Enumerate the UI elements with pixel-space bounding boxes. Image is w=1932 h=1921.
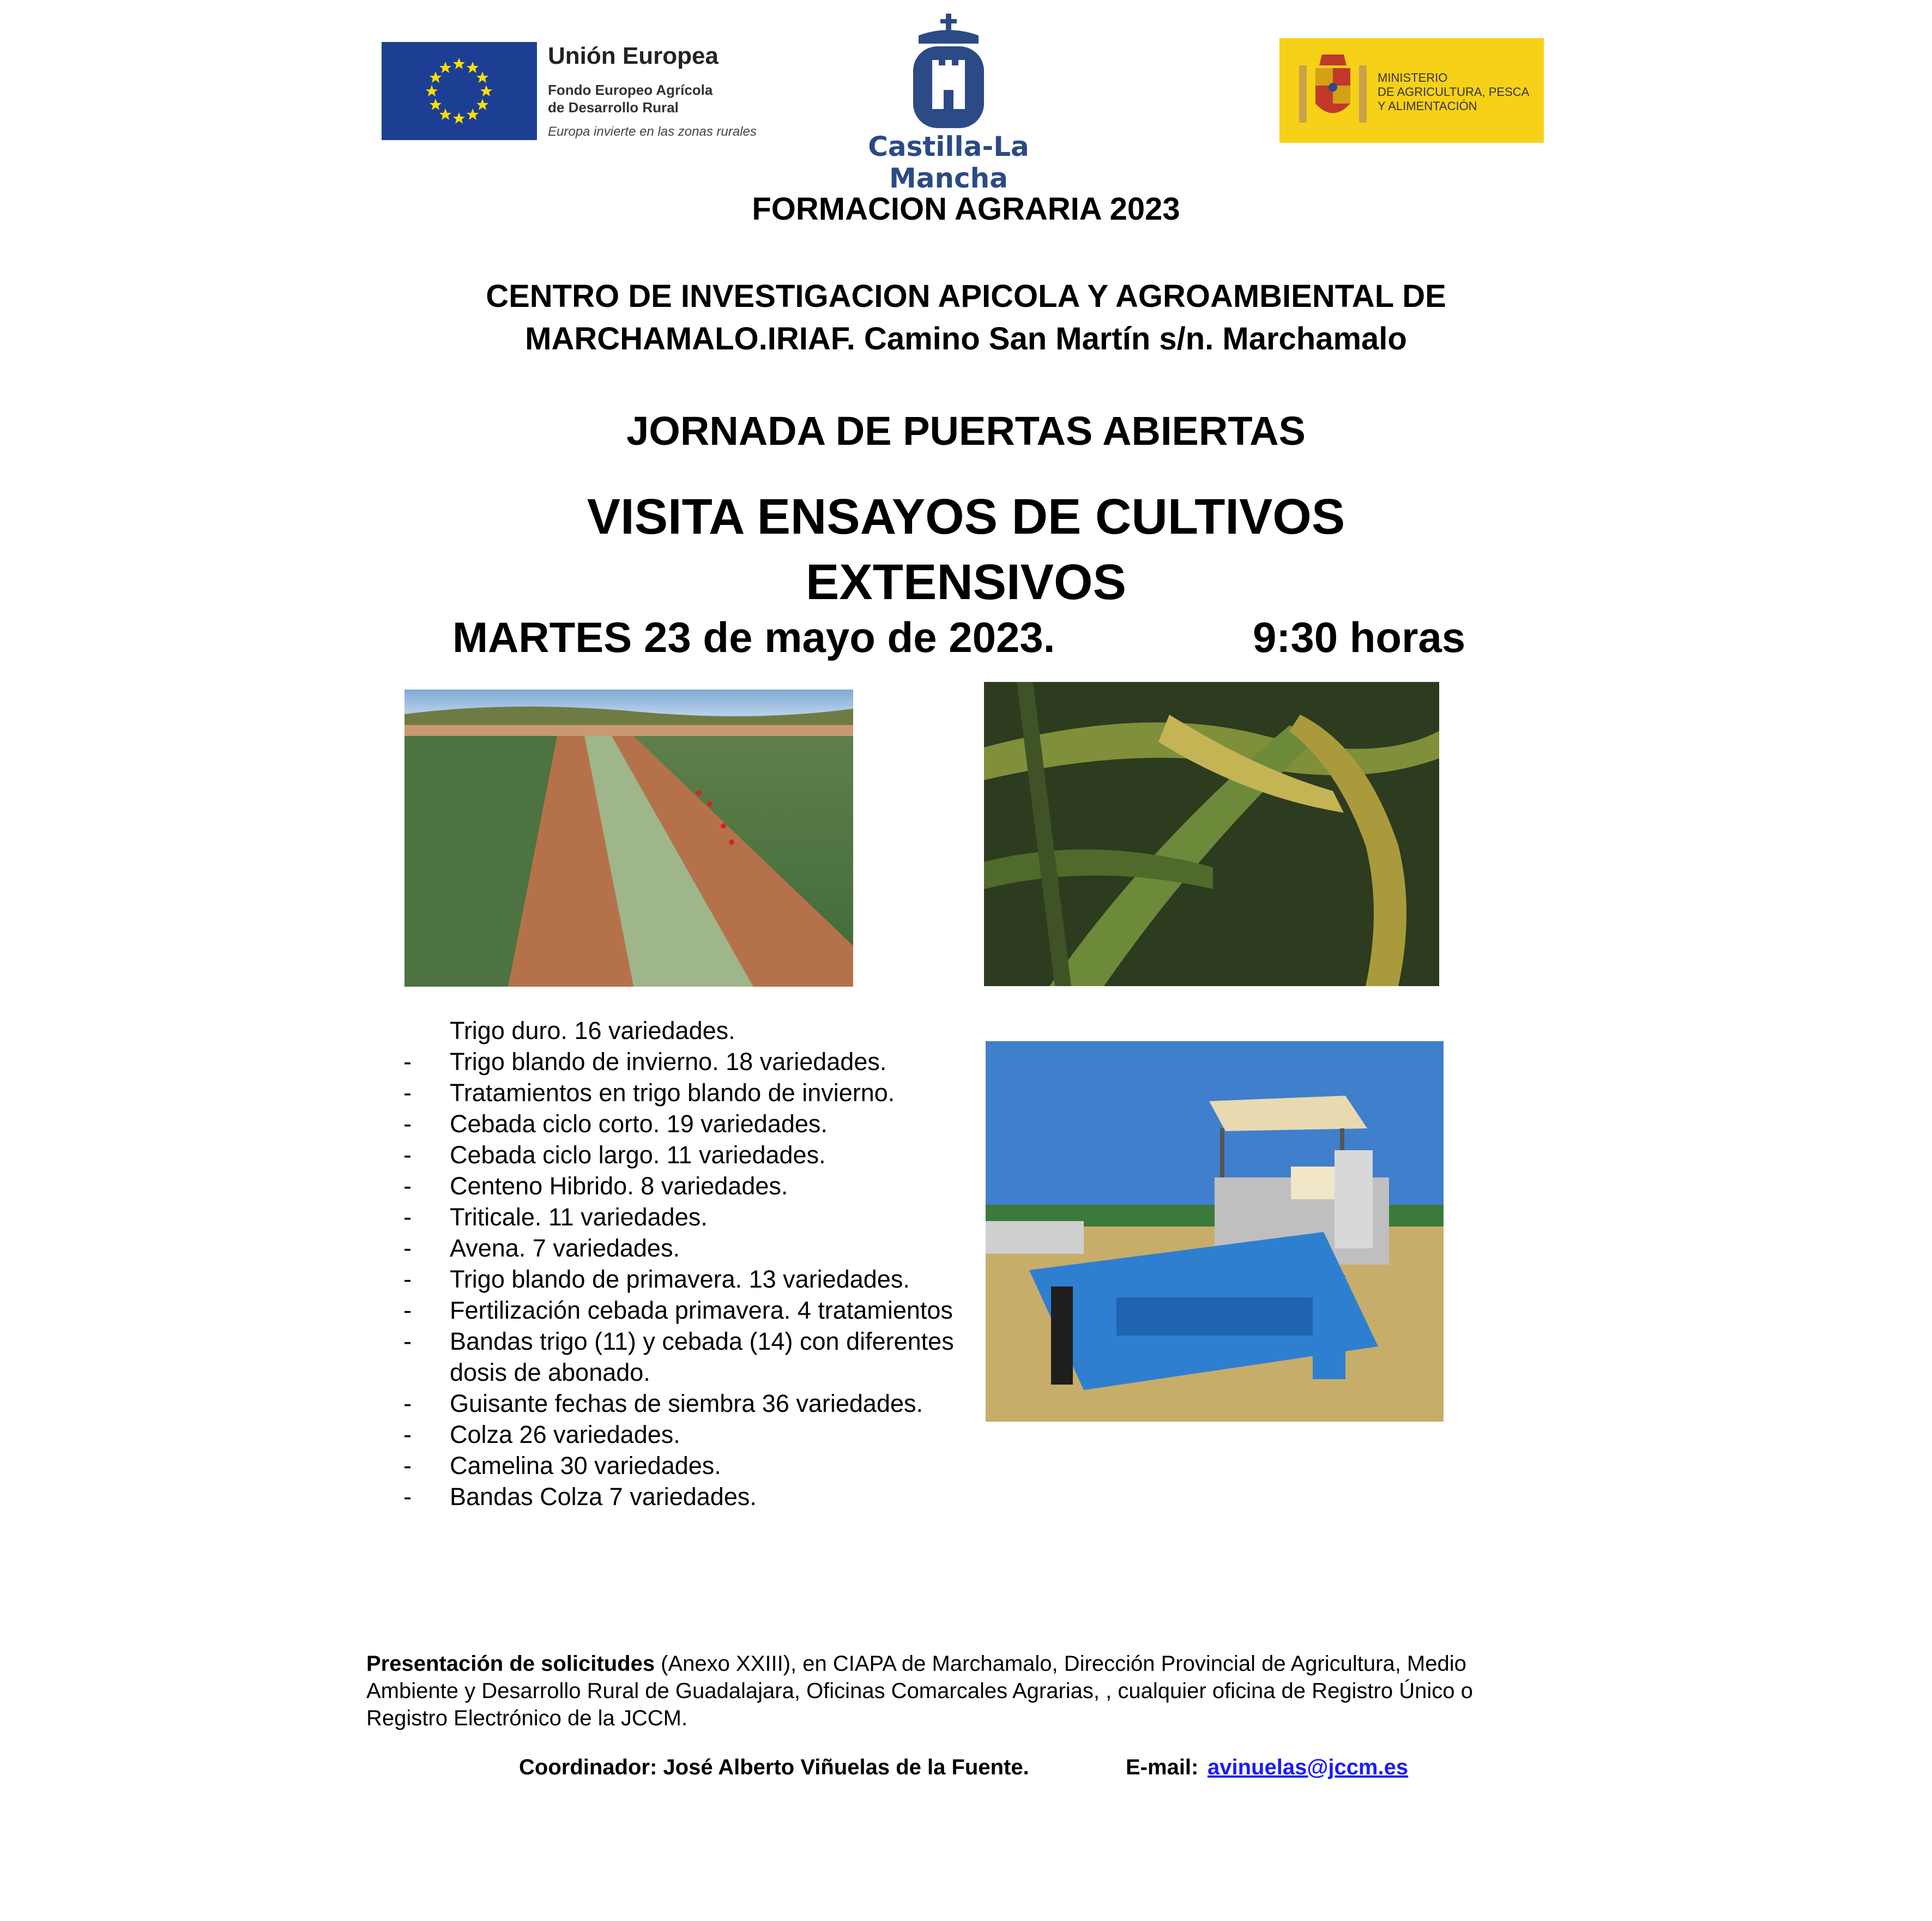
list-bullet: - [403,1141,412,1169]
list-bullet: - [403,1110,412,1138]
list-bullet: - [403,1265,412,1293]
applications-details: (Anexo XXIII), en CIAPA de Marchamalo, Dirección Provincial de Agricultura, Medio Ambiente y Desarrollo Rural de Guadalajara, Oficinas Comarcales Agrarias, , cualquier oficina de Registro Único o Registro Electrónico de la JCCM. [366,1652,1473,1730]
list-bullet: - [403,1327,412,1355]
list-bullet: - [403,1421,412,1448]
crop-list-item-text: Trigo duro. 16 variedades. [450,1017,735,1044]
email-link[interactable]: avinuelas@jccm.es [1208,1755,1409,1779]
crop-list-item-text: Colza 26 variedades. [450,1421,680,1448]
crop-list-item-text: Tratamientos en trigo blando de invierno. [450,1079,895,1107]
event-title-line-1: VISITA ENSAYOS DE CULTIVOS [587,489,1345,545]
crop-list-item [403,1077,1003,1108]
email-label: E-mail: [1126,1755,1199,1779]
list-bullet: - [403,1203,412,1231]
ministry-name [1378,71,1541,113]
event-type-heading: JORNADA DE PUERTAS ABIERTAS [626,408,1306,454]
list-bullet: - [403,1234,412,1262]
crop-list-item-text: Guisante fechas de siembra 36 variedades. [450,1390,923,1417]
crop-list-item [403,1326,1003,1388]
crop-list-item-text: Cebada ciclo largo. 11 variedades. [450,1141,826,1169]
crop-list-item-text: Camelina 30 variedades. [450,1452,721,1479]
crop-list-item [403,1264,1003,1295]
crop-list-item-text: Avena. 7 variedades. [450,1234,680,1262]
crop-list-item [403,1233,1003,1264]
eu-fund-line-2: de Desarrollo Rural [548,99,679,116]
program-heading: FORMACION AGRARIA 2023 [752,191,1180,227]
crop-list-item [403,1481,1003,1512]
ministry-logo [1279,38,1544,143]
crop-list-item [403,1046,1003,1077]
eu-flag-logo [382,42,537,140]
ministry-line-2: DE AGRICULTURA, PESCA [1378,85,1530,99]
clm-emblem-icon [902,14,995,131]
crop-list-item [403,1201,1003,1233]
clm-name: Castilla-La Mancha [868,131,1029,194]
list-bullet: - [403,1048,412,1076]
crop-list-item-text: Trigo blando de invierno. 18 variedades. [450,1048,887,1076]
coordinator [519,1755,1029,1780]
center-name-line-1: CENTRO DE INVESTIGACION APICOLA Y AGROAMBIENTAL DE [486,279,1446,314]
crop-list-item [403,1388,1003,1419]
coordinator-name: Coordinador: José Alberto Viñuelas de la Fuente. [519,1755,1029,1779]
crop-list-item-text: Cebada ciclo corto. 19 variedades. [450,1110,828,1138]
event-time: 9:30 horas [1253,613,1466,661]
crop-trials-list [403,1015,1003,1512]
list-bullet: - [403,1452,412,1479]
ministry-line-3: Y ALIMENTACIÓN [1378,99,1477,113]
center-name-line-2: MARCHAMALO.IRIAF. Camino San Martín s/n. Marchamalo [525,321,1407,357]
harvester-photo [986,1041,1444,1422]
list-bullet: - [403,1079,412,1107]
barley-leaf-photo [984,682,1439,986]
list-bullet: - [403,1296,412,1324]
crop-list-item-text: Bandas trigo (11) y cebada (14) con diferentes dosis de abonado. [450,1327,954,1386]
crop-list-item [403,1419,1003,1450]
crop-list-item [403,1450,1003,1481]
applications-info [366,1650,1549,1732]
crop-list-item [403,1295,1003,1326]
applications-heading: Presentación de solicitudes [366,1652,655,1676]
event-title-line-2: EXTENSIVOS [806,554,1126,610]
eu-fund-line-1: Fondo Europeo Agrícola [548,82,713,98]
eu-title: Unión Europea [548,43,719,69]
crop-list-item [403,1170,1003,1201]
list-bullet: - [403,1390,412,1417]
ministry-line-1: MINISTERIO [1378,71,1448,84]
crop-list-item-text: Bandas Colza 7 variedades. [450,1483,757,1511]
crop-list-item-text: Fertilización cebada primavera. 4 tratamientos [450,1296,953,1324]
wheat-field-photo [404,690,853,987]
event-date: MARTES 23 de mayo de 2023. [452,613,1055,661]
crop-list-item [403,1139,1003,1170]
crop-list-item-text: Trigo blando de primavera. 13 variedades. [450,1265,910,1293]
list-bullet: - [403,1172,412,1200]
crop-list-item-text: Triticale. 11 variedades. [450,1203,708,1231]
spain-coat-of-arms-icon [1295,49,1371,131]
list-bullet: - [403,1483,412,1511]
crop-list-item-text: Centeno Hibrido. 8 variedades. [450,1172,788,1200]
crop-list-item [403,1108,1003,1139]
crop-list-item [403,1015,1003,1046]
eu-motto: Europa invierte en las zonas rurales [548,124,757,139]
